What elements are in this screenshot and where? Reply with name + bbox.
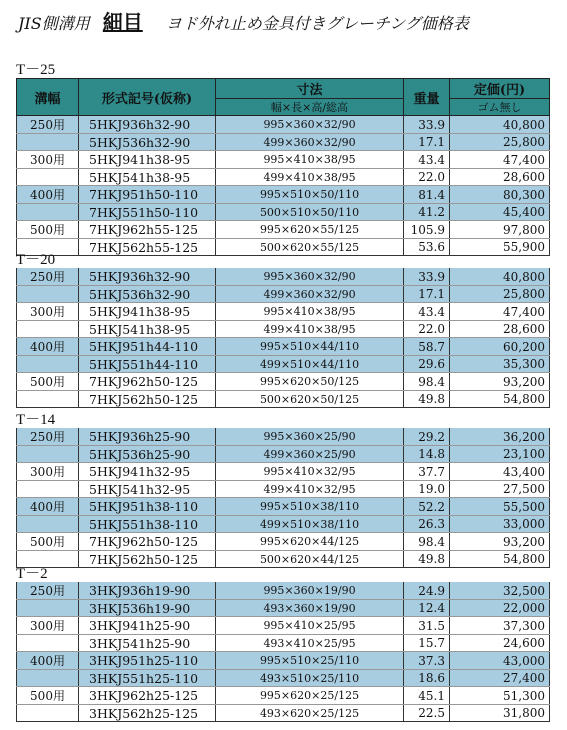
title-rest: ヨド外れ止め金具付きグレーチング価格表 <box>165 14 469 33</box>
header-row <box>17 79 550 99</box>
cell-dims: 995×510×38/110 <box>216 498 404 516</box>
cell-dims: 995×620×25/125 <box>216 687 404 705</box>
cell-dims: 995×410×38/95 <box>216 303 404 321</box>
cell-price: 35,300 <box>450 356 550 373</box>
header-model: 形式記号(仮称) <box>79 79 216 116</box>
cell-price: 40,800 <box>450 268 550 286</box>
cell-dims: 493×410×25/95 <box>216 635 404 652</box>
cell-dims: 493×620×25/125 <box>216 705 404 722</box>
cell-width: 300用 <box>17 151 79 169</box>
cell-model: 7HKJ962h50-125 <box>79 373 216 391</box>
table-row <box>17 617 550 635</box>
cell-width: 400用 <box>17 652 79 670</box>
cell-model: 3HKJ962h25-125 <box>79 687 216 705</box>
cell-model: 7HKJ562h50-125 <box>79 391 216 408</box>
cell-price: 55,900 <box>450 239 550 256</box>
cell-price: 36,200 <box>450 428 550 446</box>
cell-weight: 29.6 <box>404 356 450 373</box>
cell-width: 300用 <box>17 303 79 321</box>
cell-model: 3HKJ936h19-90 <box>79 582 216 600</box>
cell-weight: 98.4 <box>404 373 450 391</box>
cell-width <box>17 446 79 463</box>
cell-price: 54,800 <box>450 391 550 408</box>
table-row <box>17 551 550 568</box>
cell-width <box>17 169 79 186</box>
table-row <box>17 221 550 239</box>
table-row <box>17 356 550 373</box>
header-price: 定価(円) <box>450 79 550 99</box>
cell-weight: 37.7 <box>404 463 450 481</box>
cell-model: 5HKJ536h25-90 <box>79 446 216 463</box>
cell-dims: 995×410×25/95 <box>216 617 404 635</box>
cell-model: 5HKJ951h44-110 <box>79 338 216 356</box>
price-table <box>16 582 550 722</box>
cell-width: 250用 <box>17 268 79 286</box>
cell-dims: 995×510×25/110 <box>216 652 404 670</box>
cell-dims: 995×410×32/95 <box>216 463 404 481</box>
cell-dims: 500×620×50/125 <box>216 391 404 408</box>
cell-width <box>17 670 79 687</box>
cell-dims: 500×510×50/110 <box>216 204 404 221</box>
cell-model: 5HKJ941h38-95 <box>79 303 216 321</box>
table-row <box>17 582 550 600</box>
cell-weight: 17.1 <box>404 286 450 303</box>
cell-width: 500用 <box>17 373 79 391</box>
cell-dims: 995×360×25/90 <box>216 428 404 446</box>
cell-width: 250用 <box>17 582 79 600</box>
cell-dims: 499×360×32/90 <box>216 286 404 303</box>
price-section <box>16 252 549 408</box>
price-table <box>16 78 550 256</box>
cell-price: 60,200 <box>450 338 550 356</box>
cell-weight: 17.1 <box>404 134 450 151</box>
cell-model: 5HKJ936h32-90 <box>79 268 216 286</box>
cell-weight: 29.2 <box>404 428 450 446</box>
cell-dims: 499×410×38/95 <box>216 169 404 186</box>
cell-weight: 22.0 <box>404 169 450 186</box>
cell-price: 33,000 <box>450 516 550 533</box>
cell-model: 7HKJ562h50-125 <box>79 551 216 568</box>
cell-price: 55,500 <box>450 498 550 516</box>
cell-price: 51,300 <box>450 687 550 705</box>
cell-dims: 995×620×44/125 <box>216 533 404 551</box>
cell-weight: 45.1 <box>404 687 450 705</box>
header-dims: 寸法 <box>216 79 404 99</box>
cell-weight: 22.5 <box>404 705 450 722</box>
cell-weight: 41.2 <box>404 204 450 221</box>
cell-model: 7HKJ562h55-125 <box>79 239 216 256</box>
cell-model: 3HKJ541h25-90 <box>79 635 216 652</box>
cell-model: 7HKJ551h50-110 <box>79 204 216 221</box>
cell-dims: 995×410×38/95 <box>216 151 404 169</box>
table-row <box>17 687 550 705</box>
section-code: T－20 <box>16 252 56 268</box>
cell-weight: 18.6 <box>404 670 450 687</box>
price-section <box>16 62 549 256</box>
cell-price: 80,300 <box>450 186 550 204</box>
cell-dims: 500×620×44/125 <box>216 551 404 568</box>
cell-price: 97,800 <box>450 221 550 239</box>
cell-model: 7HKJ962h55-125 <box>79 221 216 239</box>
price-section <box>16 412 549 568</box>
cell-weight: 31.5 <box>404 617 450 635</box>
table-row <box>17 533 550 551</box>
table-row <box>17 463 550 481</box>
cell-width: 500用 <box>17 687 79 705</box>
cell-model: 3HKJ951h25-110 <box>79 652 216 670</box>
cell-width <box>17 635 79 652</box>
price-table <box>16 428 550 568</box>
table-row <box>17 428 550 446</box>
table-row <box>17 373 550 391</box>
table-row <box>17 204 550 221</box>
cell-width <box>17 551 79 568</box>
cell-model: 5HKJ541h38-95 <box>79 169 216 186</box>
cell-weight: 15.7 <box>404 635 450 652</box>
table-row <box>17 116 550 134</box>
cell-width <box>17 481 79 498</box>
cell-price: 28,600 <box>450 321 550 338</box>
cell-dims: 493×360×19/90 <box>216 600 404 617</box>
cell-dims: 500×620×55/125 <box>216 239 404 256</box>
cell-price: 40,800 <box>450 116 550 134</box>
cell-width <box>17 321 79 338</box>
table-row <box>17 600 550 617</box>
table-row <box>17 498 550 516</box>
table-row <box>17 516 550 533</box>
cell-width: 400用 <box>17 186 79 204</box>
cell-weight: 37.3 <box>404 652 450 670</box>
cell-model: 5HKJ536h32-90 <box>79 286 216 303</box>
cell-weight: 49.8 <box>404 551 450 568</box>
cell-model: 5HKJ936h32-90 <box>79 116 216 134</box>
cell-dims: 995×620×55/125 <box>216 221 404 239</box>
table-row <box>17 303 550 321</box>
cell-price: 28,600 <box>450 169 550 186</box>
table-row <box>17 338 550 356</box>
cell-dims: 493×510×25/110 <box>216 670 404 687</box>
cell-price: 43,400 <box>450 463 550 481</box>
cell-weight: 58.7 <box>404 338 450 356</box>
table-row <box>17 321 550 338</box>
cell-width: 250用 <box>17 428 79 446</box>
cell-dims: 499×510×38/110 <box>216 516 404 533</box>
cell-weight: 43.4 <box>404 303 450 321</box>
header-dims-sub: 幅×長×高/総高 <box>216 99 404 116</box>
page-title <box>18 6 558 32</box>
cell-price: 93,200 <box>450 533 550 551</box>
cell-price: 37,300 <box>450 617 550 635</box>
cell-model: 3HKJ562h25-125 <box>79 705 216 722</box>
cell-price: 47,400 <box>450 303 550 321</box>
cell-dims: 499×360×32/90 <box>216 134 404 151</box>
cell-width <box>17 600 79 617</box>
table-row <box>17 268 550 286</box>
cell-width: 250用 <box>17 116 79 134</box>
cell-price: 93,200 <box>450 373 550 391</box>
table-row <box>17 705 550 722</box>
cell-width <box>17 391 79 408</box>
title-prefix: JIS側溝用 <box>18 14 90 33</box>
cell-price: 25,800 <box>450 286 550 303</box>
header-width: 溝幅 <box>17 79 79 116</box>
cell-price: 31,800 <box>450 705 550 722</box>
cell-weight: 98.4 <box>404 533 450 551</box>
section-code: T－2 <box>16 566 48 582</box>
cell-weight: 43.4 <box>404 151 450 169</box>
cell-model: 5HKJ941h32-95 <box>79 463 216 481</box>
cell-weight: 33.9 <box>404 268 450 286</box>
table-row <box>17 652 550 670</box>
table-row <box>17 635 550 652</box>
cell-price: 27,400 <box>450 670 550 687</box>
cell-dims: 995×360×32/90 <box>216 116 404 134</box>
cell-price: 27,500 <box>450 481 550 498</box>
price-table <box>16 268 550 408</box>
cell-price: 23,100 <box>450 446 550 463</box>
cell-model: 5HKJ951h38-110 <box>79 498 216 516</box>
cell-price: 22,000 <box>450 600 550 617</box>
cell-width <box>17 134 79 151</box>
cell-model: 5HKJ541h38-95 <box>79 321 216 338</box>
header-price-sub: ゴム無し <box>450 99 550 116</box>
table-row <box>17 391 550 408</box>
cell-price: 24,600 <box>450 635 550 652</box>
cell-dims: 995×360×32/90 <box>216 268 404 286</box>
cell-width <box>17 286 79 303</box>
table-row <box>17 670 550 687</box>
table-row <box>17 446 550 463</box>
cell-model: 7HKJ951h50-110 <box>79 186 216 204</box>
table-row <box>17 151 550 169</box>
table-row <box>17 481 550 498</box>
table-row <box>17 186 550 204</box>
cell-dims: 995×360×19/90 <box>216 582 404 600</box>
price-section <box>16 566 549 722</box>
cell-model: 3HKJ941h25-90 <box>79 617 216 635</box>
cell-price: 32,500 <box>450 582 550 600</box>
cell-dims: 499×410×32/95 <box>216 481 404 498</box>
title-main: 細目 <box>102 10 143 34</box>
header-weight: 重量 <box>404 79 450 116</box>
section-code: T－14 <box>16 412 56 428</box>
cell-width <box>17 516 79 533</box>
cell-width: 500用 <box>17 533 79 551</box>
cell-model: 5HKJ941h38-95 <box>79 151 216 169</box>
cell-dims: 499×410×38/95 <box>216 321 404 338</box>
cell-dims: 995×510×50/110 <box>216 186 404 204</box>
cell-width: 400用 <box>17 338 79 356</box>
cell-price: 43,000 <box>450 652 550 670</box>
table-row <box>17 286 550 303</box>
cell-width <box>17 204 79 221</box>
cell-weight: 26.3 <box>404 516 450 533</box>
cell-model: 5HKJ551h38-110 <box>79 516 216 533</box>
cell-width <box>17 356 79 373</box>
cell-price: 47,400 <box>450 151 550 169</box>
cell-dims: 995×620×50/125 <box>216 373 404 391</box>
cell-width <box>17 705 79 722</box>
cell-model: 7HKJ962h50-125 <box>79 533 216 551</box>
cell-model: 3HKJ551h25-110 <box>79 670 216 687</box>
cell-weight: 52.2 <box>404 498 450 516</box>
cell-model: 5HKJ551h44-110 <box>79 356 216 373</box>
table-row <box>17 169 550 186</box>
cell-width: 400用 <box>17 498 79 516</box>
cell-weight: 49.8 <box>404 391 450 408</box>
cell-price: 54,800 <box>450 551 550 568</box>
cell-weight: 12.4 <box>404 600 450 617</box>
cell-model: 5HKJ936h25-90 <box>79 428 216 446</box>
cell-weight: 14.8 <box>404 446 450 463</box>
cell-weight: 105.9 <box>404 221 450 239</box>
cell-weight: 22.0 <box>404 321 450 338</box>
cell-weight: 33.9 <box>404 116 450 134</box>
cell-weight: 19.0 <box>404 481 450 498</box>
cell-model: 5HKJ536h32-90 <box>79 134 216 151</box>
cell-weight: 53.6 <box>404 239 450 256</box>
cell-weight: 24.9 <box>404 582 450 600</box>
cell-price: 25,800 <box>450 134 550 151</box>
cell-dims: 995×510×44/110 <box>216 338 404 356</box>
table-row <box>17 134 550 151</box>
cell-width: 300用 <box>17 617 79 635</box>
cell-model: 3HKJ536h19-90 <box>79 600 216 617</box>
cell-model: 5HKJ541h32-95 <box>79 481 216 498</box>
cell-width: 500用 <box>17 221 79 239</box>
section-code: T－25 <box>16 62 56 78</box>
cell-price: 45,400 <box>450 204 550 221</box>
cell-dims: 499×360×25/90 <box>216 446 404 463</box>
cell-dims: 499×510×44/110 <box>216 356 404 373</box>
cell-weight: 81.4 <box>404 186 450 204</box>
cell-width: 300用 <box>17 463 79 481</box>
